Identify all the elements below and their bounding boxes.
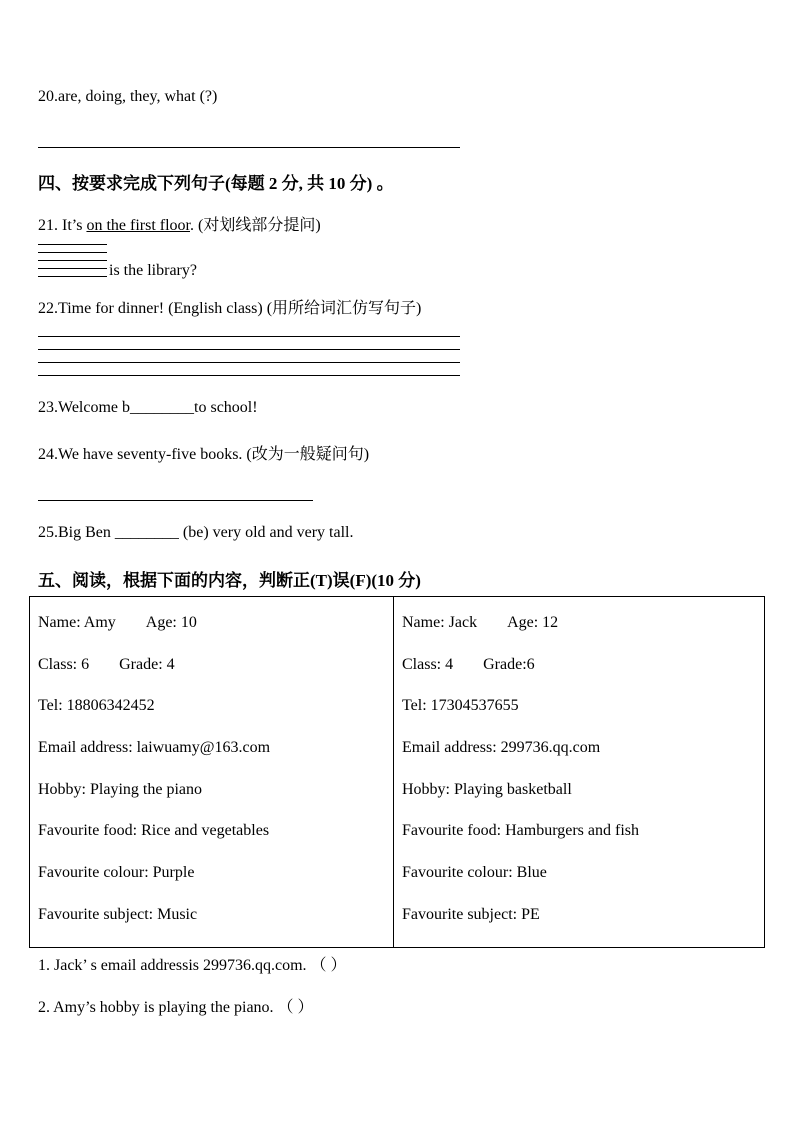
amy-name-age: Name: Amy Age: 10	[38, 614, 197, 631]
answer-line-21a[interactable]	[38, 244, 107, 245]
jack-food: Favourite food: Hamburgers and fish	[402, 822, 639, 840]
q21-underlined: on the first floor	[86, 217, 190, 234]
answer-line-21e[interactable]	[38, 276, 107, 277]
jack-colour: Favourite colour: Blue	[402, 864, 547, 882]
answer-line-24[interactable]	[38, 500, 313, 501]
jack-class-grade: Class: 4 Grade:6	[402, 655, 535, 673]
amy-subject: Favourite subject: Music	[38, 905, 198, 923]
jack-column	[394, 597, 765, 948]
question-22: 22.Time for dinner! (English class) (用所给词汇仿写句子)	[38, 300, 422, 317]
amy-hobby: Hobby: Playing the piano	[38, 780, 202, 798]
answer-line-21c[interactable]	[38, 260, 107, 261]
amy-email: Email address: laiwuamy@163.com	[38, 739, 271, 757]
answer-line-21b[interactable]	[38, 252, 107, 253]
section-4-heading: 四、按要求完成下列句子(每题 2 分, 共 10 分) 。	[38, 174, 394, 193]
amy-food: Favourite food: Rice and vegetables	[38, 822, 270, 840]
question-25: 25.Big Ben ________ (be) very old and very tall.	[38, 524, 354, 541]
q21-suffix: . (对划线部分提问)	[190, 217, 321, 234]
answer-line-22c[interactable]	[38, 362, 460, 363]
jack-email: Email address: 299736.qq.com	[402, 739, 601, 757]
jack-hobby: Hobby: Playing basketball	[402, 780, 572, 798]
info-table	[29, 596, 765, 948]
answer-line-22b[interactable]	[38, 349, 460, 350]
answer-line-20[interactable]	[38, 147, 460, 148]
amy-column	[30, 597, 394, 948]
answer-line-22a[interactable]	[38, 336, 460, 337]
amy-tel: Tel: 18806342452	[38, 697, 155, 715]
jack-name-age: Name: Jack Age: 12	[402, 614, 559, 631]
amy-colour: Favourite colour: Purple	[38, 864, 195, 882]
q21-prefix: 21. It’s	[38, 217, 87, 234]
jack-tel: Tel: 17304537655	[402, 697, 519, 715]
question-21	[38, 212, 321, 235]
section-5-heading: 五、阅读，根据下面的内容，判断正(T)误(F)(10 分)	[38, 571, 421, 590]
q21-tail: is the library?	[109, 262, 197, 279]
answer-line-21d[interactable]	[38, 268, 107, 269]
tf-answer-bracket-2[interactable]: （ ）	[277, 999, 314, 1016]
amy-class-grade: Class: 6 Grade: 4	[38, 655, 175, 673]
question-20: 20.are, doing, they, what (?)	[38, 88, 218, 105]
question-23: 23.Welcome b________to school!	[38, 399, 258, 416]
tf-statement-1: 1. Jack’ s email addressis 299736.qq.com. （ ）	[38, 957, 347, 974]
jack-subject: Favourite subject: PE	[402, 905, 540, 923]
answer-line-22d[interactable]	[38, 375, 460, 376]
tf-statement-2: 2. Amy’s hobby is playing the piano. （ ）	[38, 999, 314, 1016]
question-24: 24.We have seventy-five books. (改为一般疑问句)	[38, 446, 370, 463]
tf-answer-bracket-1[interactable]: （ ）	[310, 957, 347, 974]
